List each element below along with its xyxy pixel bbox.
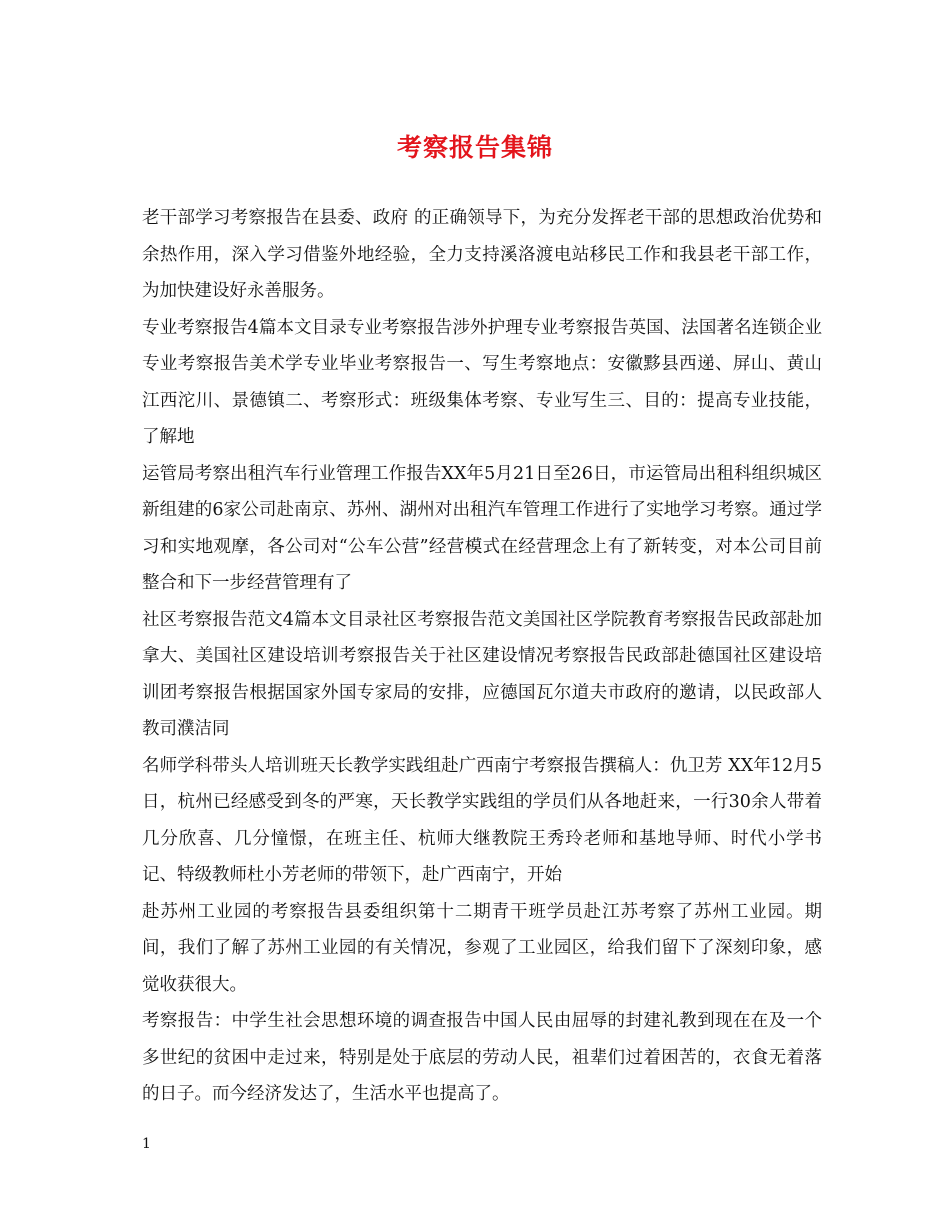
paragraph-5: 名师学科带头人培训班天长教学实践组赴广西南宁考察报告撰稿人：仇卫芳 XX年12月5日，杭州已经感受到冬的严寒，天长教学实践组的学员们从各地赶来，一行30余人带着几分欣喜、几分憧憬，在班主任、杭师大继教院王秀玲老师和基地导师、时代小学书记、特级教师杜小芳老师的带领下，赴广西南宁，开始 (142, 755, 822, 885)
page-number: 1 (142, 1136, 151, 1152)
paragraph-7: 考察报告：中学生社会思想环境的调查报告中国人民由屈辱的封建礼教到现在在及一个多世纪的贫困中走过来，特别是处于底层的劳动人民，祖辈们过着困苦的，衣食无着落的日子。而今经济发达了，生活水平也提高了。 (142, 1011, 822, 1104)
paragraph-3: 运管局考察出租汽车行业管理工作报告XX年5月21日至26日，市运管局出租科组织城区新组建的6家公司赴南京、苏州、湖州对出租汽车管理工作进行了实地学习考察。通过学习和实地观摩，各公司对“公车公营”经营模式在经营理念上有了新转变，对本公司目前整合和下一步经营管理有了 (142, 463, 822, 593)
paragraph-6: 赴苏州工业园的考察报告县委组织第十二期青干班学员赴江苏考察了苏州工业园。期间，我们了解了苏州工业园的有关情况，参观了工业园区，给我们留下了深刻印象，感觉收获很大。 (142, 901, 822, 995)
paragraph-4: 社区考察报告范文4篇本文目录社区考察报告范文美国社区学院教育考察报告民政部赴加拿大、美国社区建设培训考察报告关于社区建设情况考察报告民政部赴德国社区建设培训团考察报告根据国家外国专家局的安排，应德国瓦尔道夫市政府的邀请，以民政部人教司濮洁同 (142, 609, 822, 739)
document-title: 考察报告集锦 (396, 133, 553, 162)
paragraph-1: 老干部学习考察报告在县委、政府 的正确领导下，为充分发挥老干部的思想政治优势和余热作用，深入学习借鉴外地经验，全力支持溪洛渡电站移民工作和我县老干部工作，为加快建设好永善服务。 (142, 208, 822, 301)
document-body (142, 200, 822, 1113)
paragraph-2: 专业考察报告4篇本文目录专业考察报告涉外护理专业考察报告英国、法国著名连锁企业专业考察报告美术学专业毕业考察报告一、写生考察地点：安徽黟县西递、屏山、黄山 江西沱川、景德镇二、考察形式：班级集体考察、专业写生三、目的：提高专业技能，了解地 (142, 317, 822, 447)
